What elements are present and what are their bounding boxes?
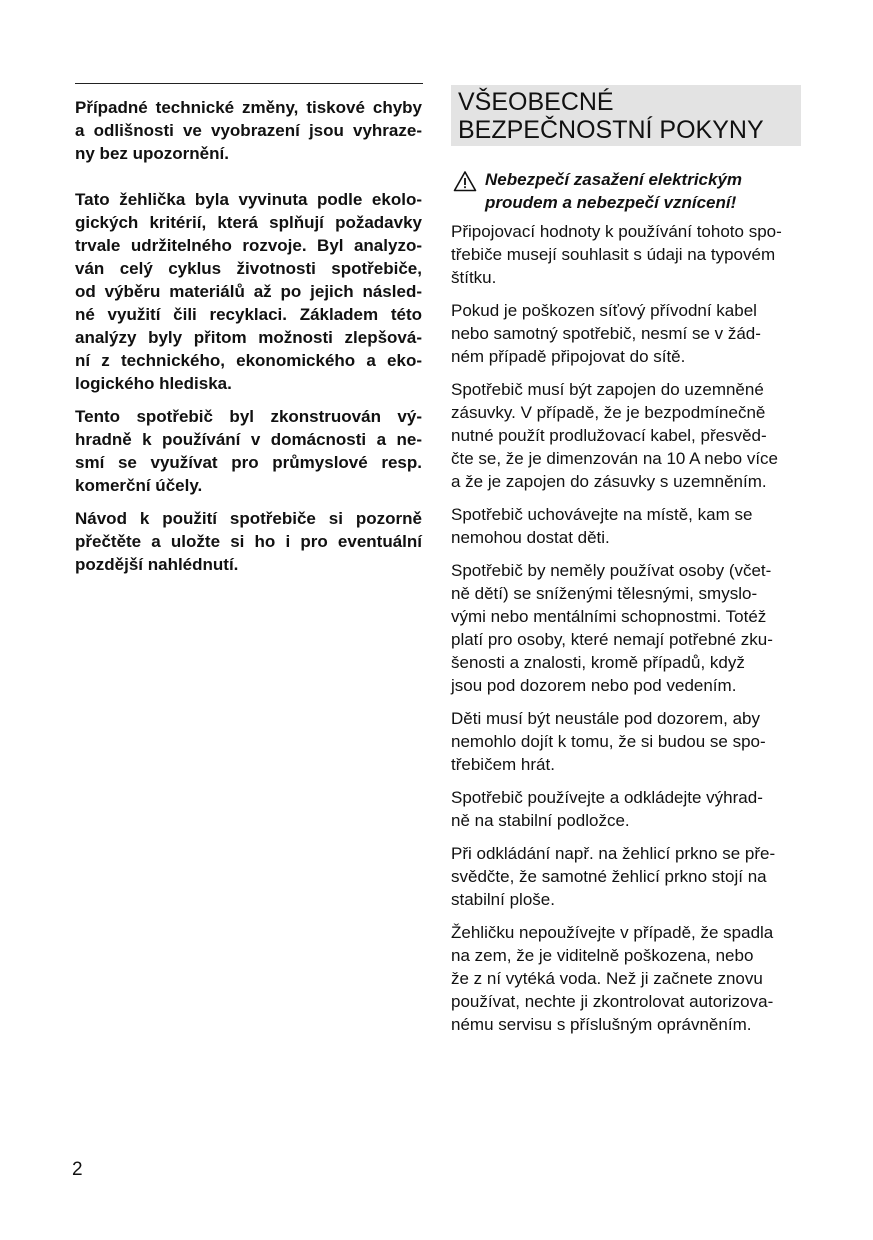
paragraph (75, 96, 422, 165)
text-line: svědčte, že samotné žehlicí prkno stojí na (451, 867, 767, 886)
page-number: 2 (72, 1159, 83, 1180)
text-line: vými nebo mentálními schopnostmi. Totéž (451, 607, 767, 626)
paragraph (75, 405, 422, 497)
text-line: gických kritérií, která splňují požadavky (75, 213, 422, 232)
text-line: nemohou dostat děti. (451, 528, 610, 547)
paragraph (451, 842, 801, 911)
paragraph (451, 299, 801, 368)
top-rule (75, 83, 423, 84)
left-column (75, 96, 422, 586)
paragraph (451, 378, 801, 493)
text-line: trvale udržitelného rozvoje. Byl analyzo- (75, 236, 422, 255)
text-line: stabilní ploše. (451, 890, 555, 909)
text-line: přečtěte a uložte si ho i pro eventuální (75, 532, 422, 551)
heading-line: BEZPEČNOSTNÍ POKYNY (458, 116, 764, 144)
text-line: Návod k použití spotřebiče si pozorně (75, 509, 422, 528)
text-line: a odlišnosti ve vyobrazení jsou vyhraze- (75, 121, 422, 140)
text-line: nebo samotný spotřebič, nesmí se v žád- (451, 324, 761, 343)
text-line: nému servisu s příslušným oprávněním. (451, 1015, 752, 1034)
text-line: Žehličku nepoužívejte v případě, že spadla (451, 923, 774, 942)
text-line: logického hlediska. (75, 374, 232, 393)
paragraph (451, 503, 801, 549)
text-line: čte se, že je dimenzován na 10 A nebo více (451, 449, 778, 468)
text-line: komerční účely. (75, 476, 203, 495)
text-line: hradně k používání v domácnosti a ne- (75, 430, 422, 449)
text-line: ny bez upozornění. (75, 144, 229, 163)
text-line: Tato žehlička byla vyvinuta podle ekolo- (75, 190, 422, 209)
text-line: třebiče musejí souhlasit s údaji na typovém (451, 245, 776, 264)
text-line: používat, nechte ji zkontrolovat autorizova- (451, 992, 774, 1011)
paragraph (451, 921, 801, 1036)
text-line: Děti musí být neustále pod dozorem, aby (451, 709, 760, 728)
text-line: že z ní vytéká voda. Než ji začnete znovu (451, 969, 763, 988)
right-column (451, 220, 801, 1046)
text-line: Spotřebič uchovávejte na místě, kam se (451, 505, 753, 524)
warning-triangle-icon (453, 170, 477, 192)
text-line: od výběru materiálů až po jejich násled- (75, 282, 422, 301)
paragraph (451, 559, 801, 697)
text-line: Spotřebič musí být zapojen do uzemněné (451, 380, 764, 399)
text-line: pozdější nahlédnutí. (75, 555, 239, 574)
section-heading (451, 85, 801, 146)
text-line: né využití čili recyklaci. Základem této (75, 305, 422, 324)
paragraph (451, 707, 801, 776)
text-line: a že je zapojen do zásuvky s uzemněním. (451, 472, 767, 491)
text-line: na zem, že je viditelně poškozena, nebo (451, 946, 754, 965)
text-line: třebičem hrát. (451, 755, 555, 774)
text-line: Případné technické změny, tiskové chyby (75, 98, 422, 117)
text-line: Tento spotřebič byl zkonstruován vý- (75, 407, 422, 426)
text-line: ném případě připojovat do sítě. (451, 347, 686, 366)
text-line: Spotřebič by neměly používat osoby (včet- (451, 561, 772, 580)
paragraph (451, 220, 801, 289)
paragraph (75, 507, 422, 576)
warning-line: Nebezpečí zasažení elektrickým (485, 170, 743, 189)
text-line: Spotřebič používejte a odkládejte výhrad- (451, 788, 763, 807)
text-line: ně dětí) se sníženými tělesnými, smyslo- (451, 584, 758, 603)
text-line: ní z technického, ekonomického a eko- (75, 351, 422, 370)
text-line: Při odkládání např. na žehlicí prkno se pře- (451, 844, 776, 863)
text-line: Připojovací hodnoty k používání tohoto spo- (451, 222, 782, 241)
text-line: smí se využívat pro průmyslové resp. (75, 453, 422, 472)
text-line: nemohlo dojít k tomu, že si budou se spo- (451, 732, 766, 751)
text-line: zásuvky. V případě, že je bezpodmínečně (451, 403, 766, 422)
text-line: šenosti a znalosti, kromě případů, když (451, 653, 745, 672)
text-line: platí pro osoby, které nemají potřebné zku- (451, 630, 773, 649)
text-line: analýzy byly přitom možnosti zlepšová- (75, 328, 422, 347)
text-line: jsou pod dozorem nebo pod vedením. (451, 676, 737, 695)
heading-line: VŠEOBECNÉ (458, 88, 614, 116)
text-line: štítku. (451, 268, 497, 287)
warning-notice (451, 168, 801, 214)
paragraph (451, 786, 801, 832)
paragraph (75, 188, 422, 395)
warning-line: proudem a nebezpečí vznícení! (485, 193, 737, 212)
text-line: Pokud je poškozen síťový přívodní kabel (451, 301, 757, 320)
text-line: ván celý cyklus životnosti spotřebiče, (75, 259, 422, 278)
text-line: nutné použít prodlužovací kabel, přesvěd- (451, 426, 767, 445)
text-line: ně na stabilní podložce. (451, 811, 630, 830)
